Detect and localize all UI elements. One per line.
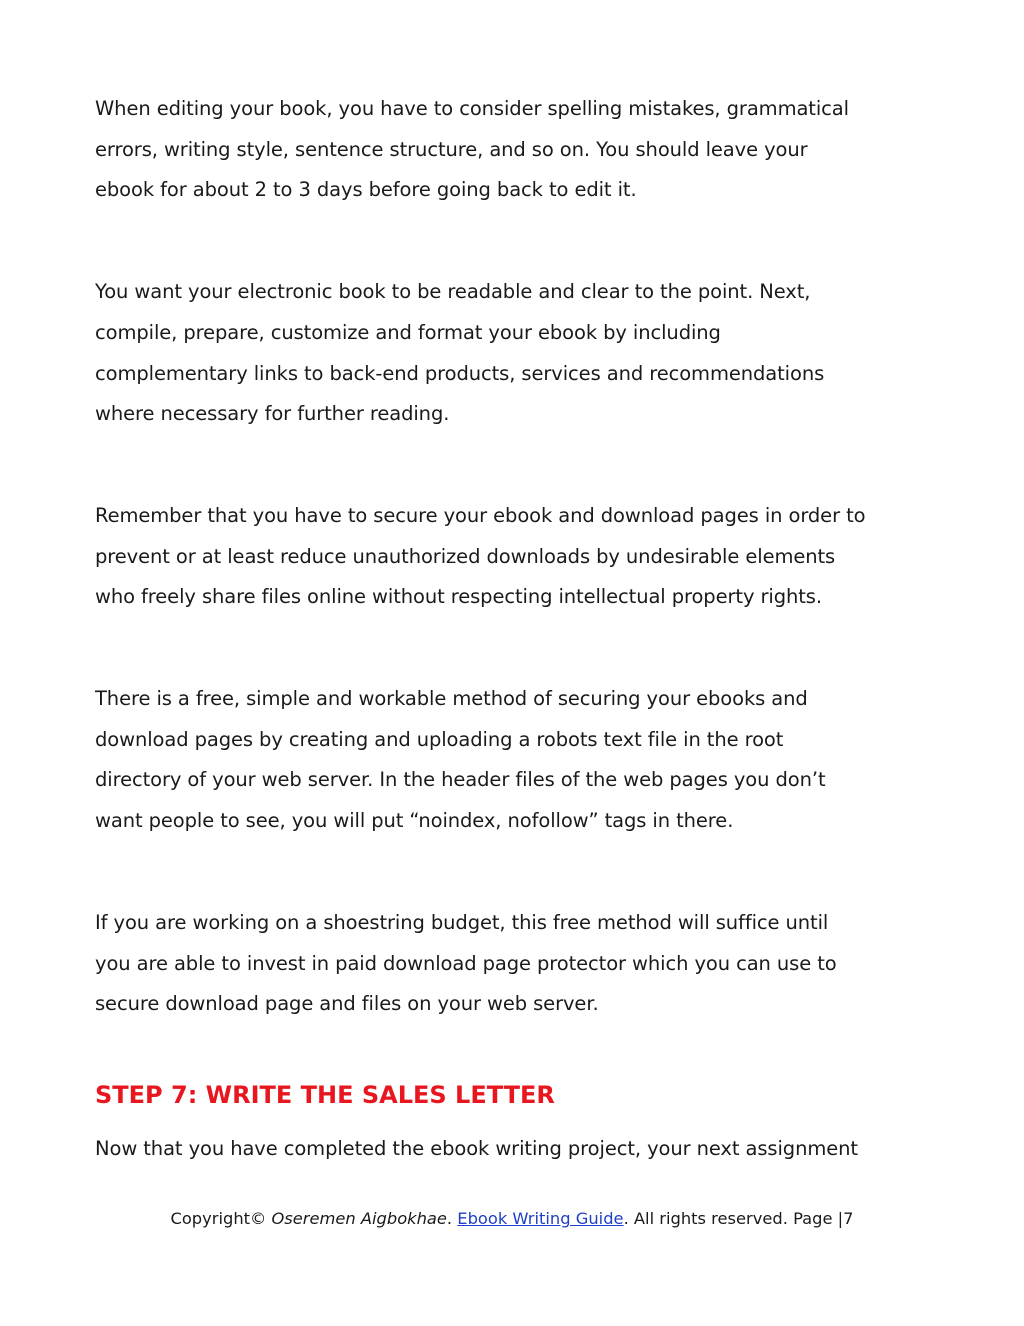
text-line: prevent or at least reduce unauthorized downloads by undesirable elements	[95, 544, 836, 568]
text-line: compile, prepare, customize and format your ebook by including	[95, 320, 721, 344]
text-line: You want your electronic book to be readable and clear to the point. Next,	[95, 280, 811, 304]
paragraph-editing	[95, 89, 945, 211]
footer-separator: .	[446, 1209, 458, 1228]
text-line: want people to see, you will put “noindex, nofollow” tags in there.	[95, 809, 734, 833]
text-line: Remember that you have to secure your ebook and download pages in order to	[95, 503, 866, 527]
text-line: who freely share files online without respecting intellectual property rights.	[95, 585, 822, 609]
text-line: Now that you have completed the ebook writing project, your next assignment	[95, 1136, 858, 1160]
page-footer	[0, 1204, 1024, 1234]
text-line: When editing your book, you have to consider spelling mistakes, grammatical	[95, 97, 849, 120]
text-line: ebook for about 2 to 3 days before going back to edit it.	[95, 178, 637, 202]
paragraph-sales-intro	[95, 1129, 945, 1170]
text-line: you are able to invest in paid download page protector which you can use to	[95, 951, 837, 975]
footer-guide-link[interactable]: Ebook Writing Guide	[457, 1209, 624, 1228]
text-line: secure download page and files on your web server.	[95, 992, 599, 1016]
text-line: There is a free, simple and workable method of securing your ebooks and	[95, 687, 808, 711]
footer-copyright: Copyright©	[170, 1209, 272, 1228]
paragraph-robots	[95, 679, 945, 842]
footer-rights-page: . All rights reserved. Page |7	[623, 1209, 854, 1228]
text-line: errors, writing style, sentence structure, and so on. You should leave your	[95, 137, 808, 161]
document-body	[95, 89, 945, 1170]
paragraph-readable	[95, 272, 945, 435]
paragraph-budget	[95, 903, 945, 1025]
text-line: directory of your web server. In the header files of the web pages you don’t	[95, 768, 826, 792]
paragraph-secure	[95, 496, 945, 618]
section-heading: STEP 7: WRITE THE SALES LETTER	[95, 1080, 555, 1109]
footer-author: Oseremen Aigbokhae	[271, 1209, 447, 1228]
text-line: download pages by creating and uploading a robots text file in the root	[95, 727, 784, 751]
text-line: where necessary for further reading.	[95, 402, 450, 426]
text-line: complementary links to back-end products, services and recommendations	[95, 361, 825, 385]
text-line: If you are working on a shoestring budget, this free method will suffice until	[95, 910, 829, 934]
